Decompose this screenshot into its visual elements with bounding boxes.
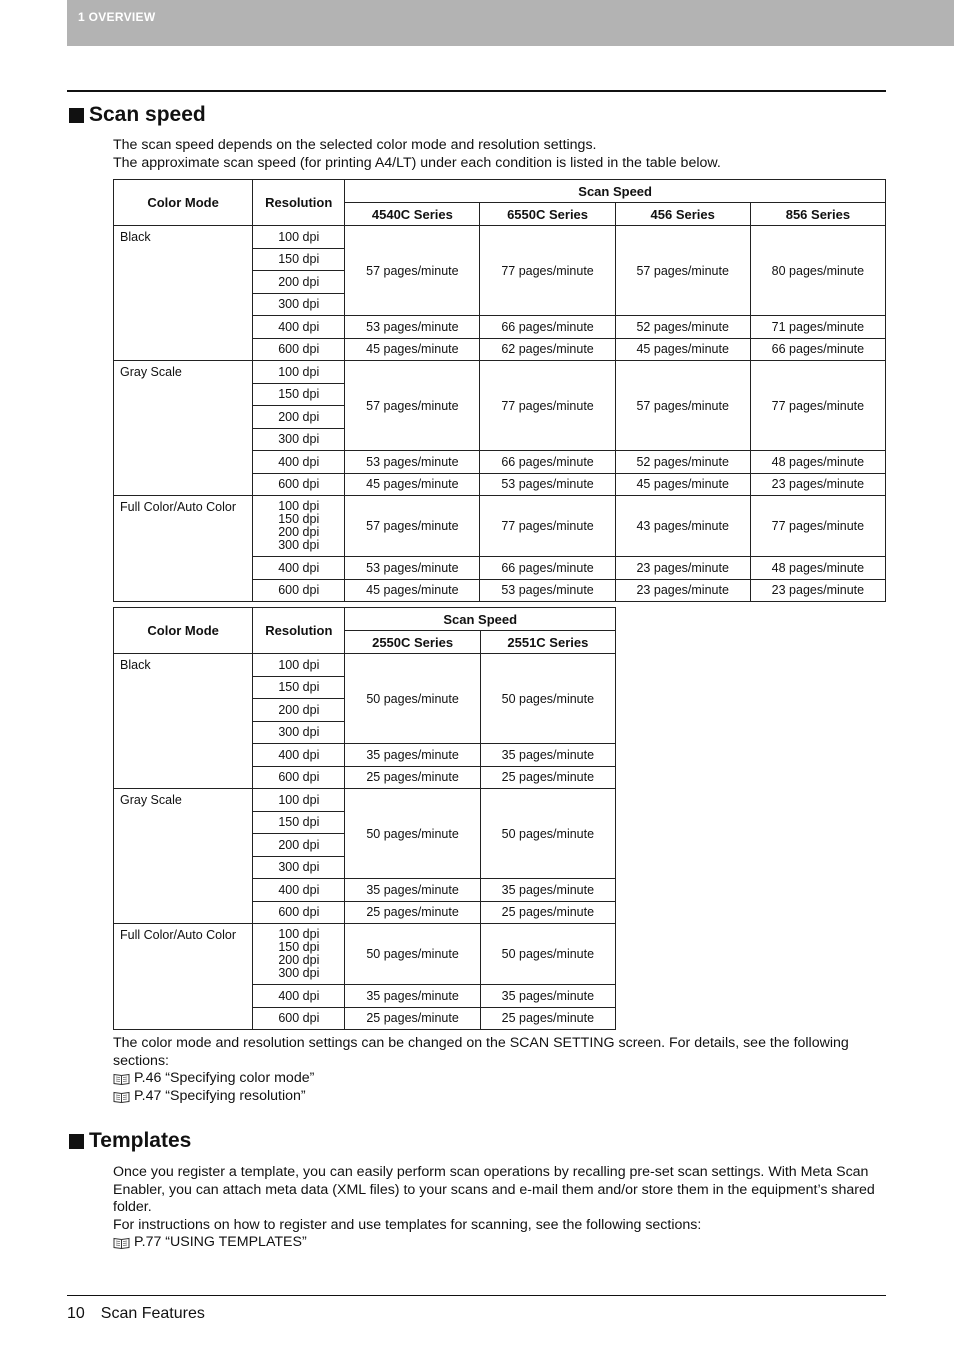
speed-cell: 53 pages/minute [480,473,615,496]
speed-cell: 66 pages/minute [750,338,885,361]
speed-cell: 45 pages/minute [345,579,480,602]
speed-cell: 57 pages/minute [345,496,480,557]
resolution-cell: 150 dpi [253,811,345,834]
resolution-cell: 300 dpi [253,428,345,451]
book-icon [113,1091,130,1103]
speed-cell: 35 pages/minute [345,879,480,902]
table-row [114,496,886,557]
resolution-cell [253,924,345,985]
scan-speed-intro [113,137,888,172]
speed-cell: 50 pages/minute [345,654,480,744]
column-header-scan-speed: Scan Speed [345,180,886,203]
speed-cell: 66 pages/minute [480,316,615,339]
table-row [114,789,616,812]
resolution-cell: 300 dpi [253,721,345,744]
resolution-cell: 100 dpi [253,789,345,812]
resolution-cell: 600 dpi [253,766,345,789]
resolution-line: 100 dpi [278,499,320,513]
reference-link[interactable] [113,1070,888,1088]
templates-paragraph: Once you register a template, you can easily perform scan operations by recalling pre-set scan settings. With Meta Scan Enabler, you can attach meta data (XML files) to your scans and e-mail them and/or store them in the equipment’s shared folder. [113,1164,875,1216]
resolution-line: 150 dpi [278,940,320,954]
speed-cell: 35 pages/minute [480,879,615,902]
speed-cell: 35 pages/minute [345,744,480,767]
speed-cell: 52 pages/minute [615,451,750,474]
scan-speed-table-1 [113,179,886,602]
speed-cell: 80 pages/minute [750,226,885,316]
color-mode-cell: Gray Scale [114,361,253,496]
speed-cell: 23 pages/minute [615,557,750,580]
section-title: Scan speed [89,103,206,126]
speed-cell: 77 pages/minute [480,361,615,451]
resolution-cell: 200 dpi [253,406,345,429]
resolution-cell: 400 dpi [253,985,345,1008]
speed-cell: 57 pages/minute [615,226,750,316]
color-mode-cell: Full Color/Auto Color [114,496,253,602]
resolution-cell: 300 dpi [253,856,345,879]
series-header: 456 Series [615,203,750,226]
section-heading-templates [69,1129,191,1153]
speed-cell: 77 pages/minute [750,496,885,557]
section-title: Templates [89,1129,192,1152]
speed-cell: 35 pages/minute [345,985,480,1008]
speed-cell: 50 pages/minute [480,924,615,985]
speed-cell: 35 pages/minute [480,744,615,767]
table-row [114,361,886,384]
reference-text: P.77 “USING TEMPLATES” [134,1234,307,1251]
resolution-line: 300 dpi [278,966,320,980]
speed-cell: 53 pages/minute [345,557,480,580]
resolution-cell: 400 dpi [253,744,345,767]
table-row [114,226,886,249]
series-header: 4540C Series [345,203,480,226]
speed-cell: 25 pages/minute [345,1007,480,1030]
top-divider [67,90,886,92]
speed-cell: 25 pages/minute [480,1007,615,1030]
color-mode-cell: Gray Scale [114,789,253,924]
square-bullet-icon [69,108,84,123]
resolution-cell: 150 dpi [253,248,345,271]
page-number: 10 [67,1305,85,1322]
color-mode-cell: Full Color/Auto Color [114,924,253,1030]
speed-cell: 52 pages/minute [615,316,750,339]
templates-paragraph: For instructions on how to register and use templates for scanning, see the following sections: [113,1216,702,1233]
resolution-cell: 600 dpi [253,473,345,496]
resolution-cell [253,496,345,557]
resolution-cell: 150 dpi [253,383,345,406]
intro-line: The scan speed depends on the selected color mode and resolution settings. [113,137,597,153]
resolution-cell: 400 dpi [253,879,345,902]
speed-cell: 48 pages/minute [750,557,885,580]
speed-cell: 57 pages/minute [615,361,750,451]
resolution-cell: 400 dpi [253,451,345,474]
resolution-cell: 200 dpi [253,271,345,294]
column-header-color-mode: Color Mode [114,180,253,226]
resolution-line: 300 dpi [278,538,320,552]
resolution-cell: 600 dpi [253,901,345,924]
series-header: 2550C Series [345,631,480,654]
speed-cell: 62 pages/minute [480,338,615,361]
column-header-resolution: Resolution [253,180,345,226]
chapter-header-bar [67,0,954,46]
speed-cell: 25 pages/minute [480,766,615,789]
column-header-color-mode: Color Mode [114,608,253,654]
speed-cell: 45 pages/minute [345,338,480,361]
speed-cell: 50 pages/minute [480,654,615,744]
scan-speed-table-2 [113,607,616,1030]
speed-cell: 23 pages/minute [750,579,885,602]
speed-cell: 57 pages/minute [345,361,480,451]
table-row [114,654,616,677]
reference-text: P.47 “Specifying resolution” [134,1087,306,1104]
column-header-resolution: Resolution [253,608,345,654]
page-footer [67,1305,205,1323]
speed-cell: 43 pages/minute [615,496,750,557]
series-header: 6550C Series [480,203,615,226]
speed-cell: 77 pages/minute [750,361,885,451]
speed-cell: 50 pages/minute [345,924,480,985]
speed-cell: 53 pages/minute [345,316,480,339]
speed-cell: 45 pages/minute [615,473,750,496]
speed-cell: 35 pages/minute [480,985,615,1008]
series-header: 2551C Series [480,631,615,654]
color-mode-cell: Black [114,226,253,361]
speed-cell: 23 pages/minute [750,473,885,496]
resolution-line: 200 dpi [278,525,320,539]
speed-cell: 77 pages/minute [480,226,615,316]
chapter-label: 1 OVERVIEW [78,10,156,24]
resolution-cell: 300 dpi [253,293,345,316]
resolution-cell: 200 dpi [253,699,345,722]
reference-link[interactable] [113,1088,888,1106]
speed-cell: 25 pages/minute [345,901,480,924]
speed-cell: 45 pages/minute [345,473,480,496]
speed-cell: 50 pages/minute [345,789,480,879]
footer-section-name: Scan Features [100,1305,205,1322]
speed-cell: 48 pages/minute [750,451,885,474]
speed-cell: 45 pages/minute [615,338,750,361]
speed-cell: 57 pages/minute [345,226,480,316]
resolution-cell: 400 dpi [253,316,345,339]
resolution-cell: 100 dpi [253,226,345,249]
settings-note-text: The color mode and resolution settings can be changed on the SCAN SETTING screen. For details, see the following sections: [113,1035,849,1069]
book-icon [113,1237,130,1249]
reference-text: P.46 “Specifying color mode” [134,1070,315,1087]
speed-cell: 25 pages/minute [480,901,615,924]
speed-cell: 77 pages/minute [480,496,615,557]
color-mode-cell: Black [114,654,253,789]
speed-cell: 50 pages/minute [480,789,615,879]
resolution-cell: 600 dpi [253,1007,345,1030]
column-header-scan-speed: Scan Speed [345,608,616,631]
intro-line: The approximate scan speed (for printing A4/LT) under each condition is listed in the table below. [113,154,721,171]
speed-cell: 71 pages/minute [750,316,885,339]
resolution-line: 100 dpi [278,927,320,941]
section-heading-scan-speed [69,103,206,127]
speed-cell: 53 pages/minute [345,451,480,474]
resolution-cell: 400 dpi [253,557,345,580]
resolution-cell: 150 dpi [253,676,345,699]
series-header: 856 Series [750,203,885,226]
resolution-cell: 600 dpi [253,338,345,361]
resolution-cell: 600 dpi [253,579,345,602]
footer-divider [67,1295,886,1296]
resolution-cell: 100 dpi [253,361,345,384]
speed-cell: 23 pages/minute [615,579,750,602]
speed-cell: 66 pages/minute [480,557,615,580]
resolution-line: 200 dpi [278,953,320,967]
resolution-line: 150 dpi [278,512,320,526]
book-icon [113,1073,130,1085]
speed-cell: 66 pages/minute [480,451,615,474]
reference-link[interactable] [113,1234,888,1252]
resolution-cell: 100 dpi [253,654,345,677]
speed-cell: 25 pages/minute [345,766,480,789]
resolution-cell: 200 dpi [253,834,345,857]
speed-cell: 53 pages/minute [480,579,615,602]
square-bullet-icon [69,1134,84,1149]
templates-body [113,1164,888,1252]
settings-note [113,1035,888,1105]
table-row [114,924,616,985]
